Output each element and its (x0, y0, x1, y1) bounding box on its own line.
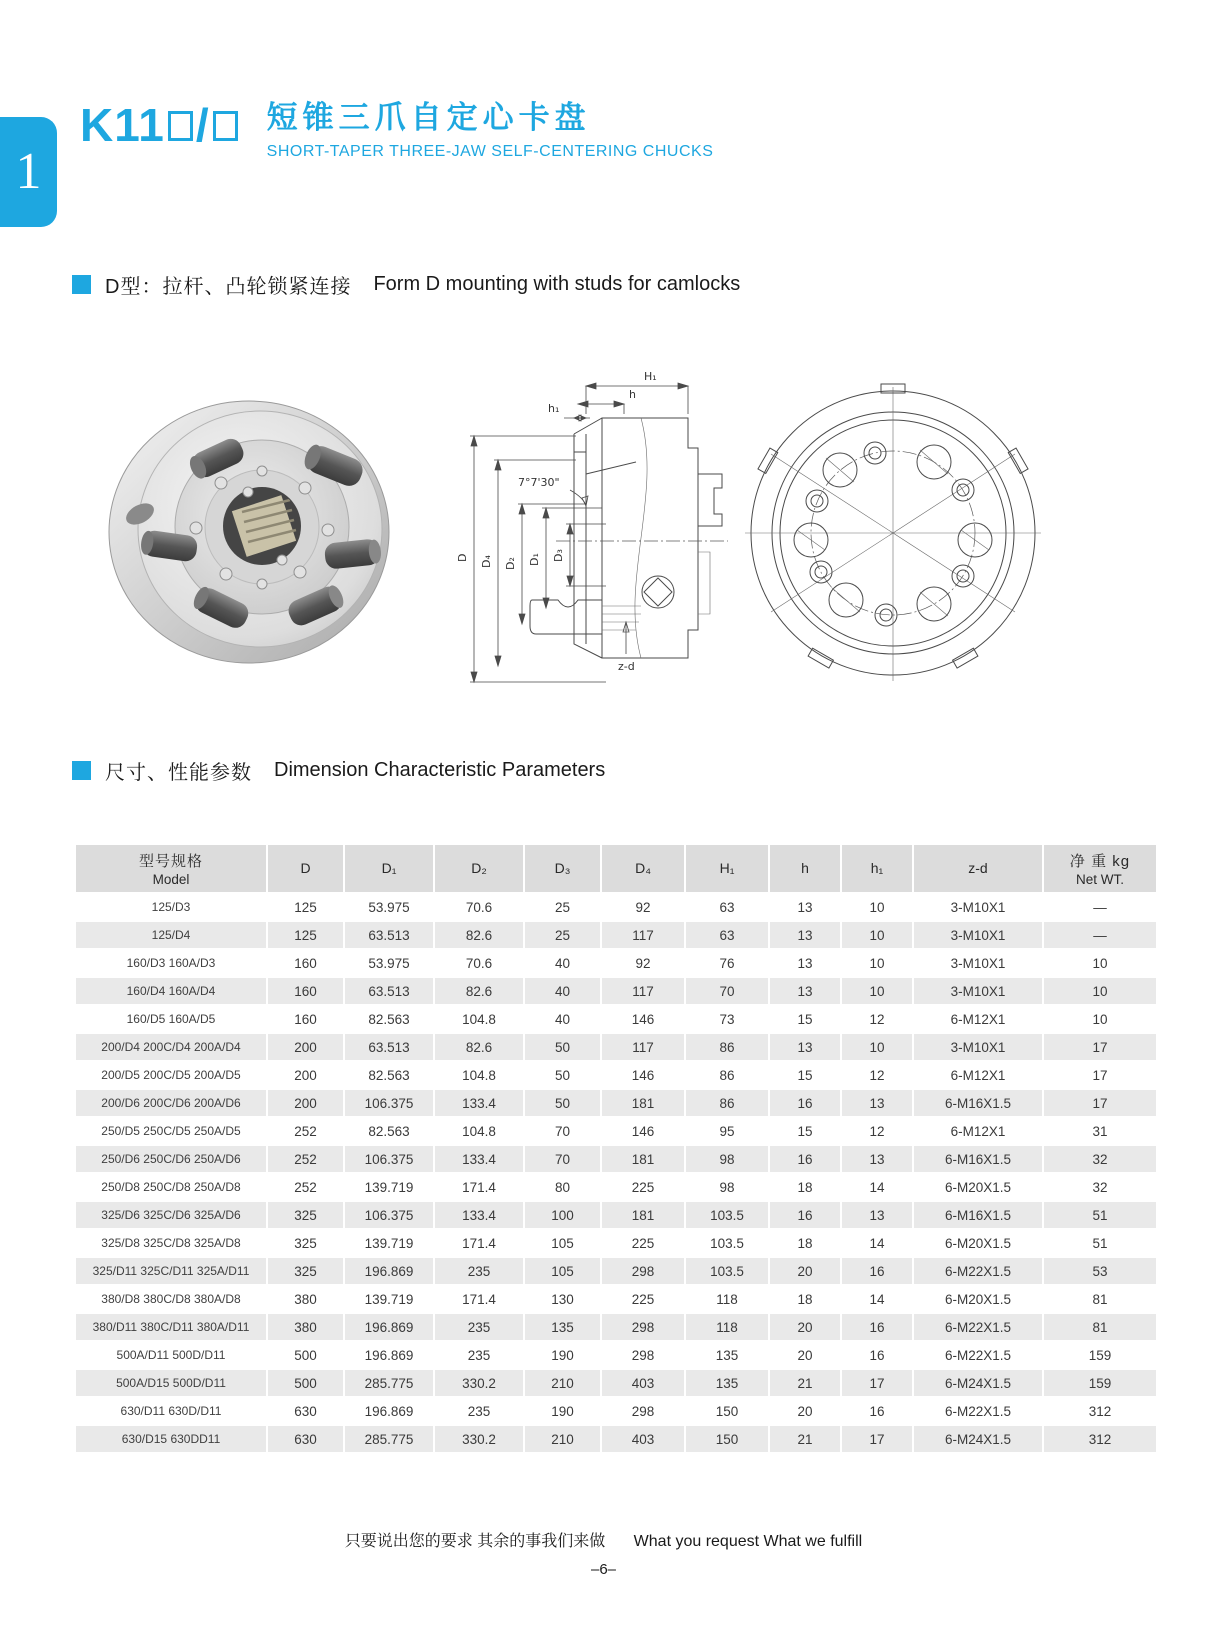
value-cell: 235 (435, 1258, 523, 1284)
table-row (76, 894, 1156, 920)
value-cell: 3-M10X1 (914, 922, 1042, 948)
value-cell: 21 (770, 1426, 840, 1452)
footer-slogan-en: What you request What we fulfill (633, 1533, 863, 1550)
value-cell: 100 (525, 1202, 600, 1228)
table-row (76, 1314, 1156, 1340)
value-cell: 150 (686, 1398, 768, 1424)
value-cell: 252 (268, 1146, 343, 1172)
table-row (76, 1426, 1156, 1452)
table-row (76, 1118, 1156, 1144)
value-cell: 117 (602, 922, 684, 948)
value-cell: 225 (602, 1174, 684, 1200)
value-cell: 181 (602, 1146, 684, 1172)
value-cell: 146 (602, 1062, 684, 1088)
value-cell: 133.4 (435, 1090, 523, 1116)
front-view-drawing (742, 380, 1044, 688)
value-cell: 17 (842, 1426, 912, 1452)
value-cell: 98 (686, 1174, 768, 1200)
chuck-photo (100, 396, 400, 674)
column-header: 型号规格 Model (76, 845, 266, 892)
column-header: D₄ (602, 845, 684, 892)
model-cell: 250/D6 250C/D6 250A/D6 (76, 1146, 266, 1172)
value-cell: 80 (525, 1174, 600, 1200)
dim-label-h1: h₁ (548, 402, 560, 415)
model-cell: 500A/D15 500D/D11 (76, 1370, 266, 1396)
value-cell: 380 (268, 1314, 343, 1340)
value-cell: 117 (602, 1034, 684, 1060)
column-header: D₃ (525, 845, 600, 892)
page-number: –6– (590, 1561, 617, 1578)
value-cell: 73 (686, 1006, 768, 1032)
value-cell: 16 (842, 1258, 912, 1284)
value-cell: 16 (842, 1398, 912, 1424)
value-cell: 25 (525, 922, 600, 948)
value-cell: 70 (686, 978, 768, 1004)
table-body (76, 894, 1156, 1452)
value-cell: 106.375 (345, 1202, 433, 1228)
value-cell: 10 (1044, 1006, 1156, 1032)
value-cell: 6-M16X1.5 (914, 1202, 1042, 1228)
value-cell: 325 (268, 1230, 343, 1256)
value-cell: 160 (268, 950, 343, 976)
value-cell: 17 (1044, 1062, 1156, 1088)
title-text (267, 90, 714, 161)
dim-label-D1: D₁ (528, 553, 541, 566)
value-cell: 312 (1044, 1426, 1156, 1452)
value-cell: 20 (770, 1258, 840, 1284)
model-cell: 200/D5 200C/D5 200A/D5 (76, 1062, 266, 1088)
value-cell: 160 (268, 1006, 343, 1032)
value-cell: 181 (602, 1090, 684, 1116)
value-cell: 159 (1044, 1370, 1156, 1396)
section-dims-en: Dimension Characteristic Parameters (274, 759, 606, 781)
value-cell: 63.513 (345, 978, 433, 1004)
chapter-tab (0, 117, 57, 227)
value-cell: 15 (770, 1006, 840, 1032)
value-cell: 10 (842, 922, 912, 948)
value-cell: 76 (686, 950, 768, 976)
value-cell: 50 (525, 1062, 600, 1088)
value-cell: 146 (602, 1118, 684, 1144)
value-cell: 63 (686, 922, 768, 948)
value-cell: 298 (602, 1314, 684, 1340)
value-cell: 70 (525, 1146, 600, 1172)
value-cell: 14 (842, 1230, 912, 1256)
value-cell: 13 (770, 978, 840, 1004)
value-cell: 500 (268, 1370, 343, 1396)
value-cell: 330.2 (435, 1370, 523, 1396)
value-cell: 139.719 (345, 1230, 433, 1256)
value-cell: 200 (268, 1062, 343, 1088)
model-prefix: K11 (80, 99, 165, 152)
value-cell: 105 (525, 1230, 600, 1256)
model-cell: 630/D15 630DD11 (76, 1426, 266, 1452)
model-cell: 250/D8 250C/D8 250A/D8 (76, 1174, 266, 1200)
value-cell: 103.5 (686, 1202, 768, 1228)
value-cell: 13 (842, 1146, 912, 1172)
model-cell: 500A/D11 500D/D11 (76, 1342, 266, 1368)
table-row (76, 1174, 1156, 1200)
value-cell: 6-M20X1.5 (914, 1286, 1042, 1312)
value-cell: 70 (525, 1118, 600, 1144)
value-cell: 106.375 (345, 1090, 433, 1116)
value-cell: 16 (770, 1146, 840, 1172)
table-row (76, 1286, 1156, 1312)
table-row (76, 950, 1156, 976)
value-cell: 40 (525, 950, 600, 976)
model-cell: 325/D6 325C/D6 325A/D6 (76, 1202, 266, 1228)
value-cell: 17 (1044, 1034, 1156, 1060)
value-cell: 252 (268, 1118, 343, 1144)
value-cell: 133.4 (435, 1146, 523, 1172)
table-row (76, 922, 1156, 948)
model-cell: 380/D8 380C/D8 380A/D8 (76, 1286, 266, 1312)
model-cell: 325/D8 325C/D8 325A/D8 (76, 1230, 266, 1256)
dim-label-h: h (629, 388, 636, 401)
value-cell: 403 (602, 1370, 684, 1396)
value-cell: 380 (268, 1286, 343, 1312)
model-cell: 630/D11 630D/D11 (76, 1398, 266, 1424)
value-cell: 150 (686, 1426, 768, 1452)
value-cell: 6-M22X1.5 (914, 1398, 1042, 1424)
value-cell: 70.6 (435, 950, 523, 976)
value-cell: 118 (686, 1314, 768, 1340)
value-cell: 20 (770, 1398, 840, 1424)
value-cell: 312 (1044, 1398, 1156, 1424)
value-cell: 103.5 (686, 1230, 768, 1256)
value-cell: 40 (525, 1006, 600, 1032)
chuck-photo-drawing (100, 396, 400, 674)
value-cell: 252 (268, 1174, 343, 1200)
table-row (76, 1202, 1156, 1228)
page-header (80, 90, 713, 161)
value-cell: 3-M10X1 (914, 978, 1042, 1004)
value-cell: 81 (1044, 1286, 1156, 1312)
model-separator: / (195, 99, 210, 152)
table-row (76, 1006, 1156, 1032)
value-cell: 325 (268, 1258, 343, 1284)
value-cell: 98 (686, 1146, 768, 1172)
value-cell: 16 (842, 1314, 912, 1340)
value-cell: 235 (435, 1398, 523, 1424)
model-cell: 200/D6 200C/D6 200A/D6 (76, 1090, 266, 1116)
value-cell: 285.775 (345, 1370, 433, 1396)
dim-label-angle: 7°7'30" (518, 476, 560, 489)
table-row (76, 1034, 1156, 1060)
value-cell: 196.869 (345, 1314, 433, 1340)
value-cell: 103.5 (686, 1258, 768, 1284)
value-cell: 135 (686, 1370, 768, 1396)
value-cell: 210 (525, 1370, 600, 1396)
value-cell: 125 (268, 894, 343, 920)
table-row (76, 1146, 1156, 1172)
table-row (76, 1090, 1156, 1116)
value-cell: 190 (525, 1342, 600, 1368)
value-cell: 403 (602, 1426, 684, 1452)
value-cell: 3-M10X1 (914, 1034, 1042, 1060)
value-cell: 159 (1044, 1342, 1156, 1368)
value-cell: 10 (1044, 978, 1156, 1004)
value-cell: 13 (842, 1202, 912, 1228)
value-cell: 139.719 (345, 1286, 433, 1312)
model-cell: 160/D5 160A/D5 (76, 1006, 266, 1032)
page-title-en: SHORT-TAPER THREE-JAW SELF-CENTERING CHUCKS (266, 143, 714, 160)
value-cell: 196.869 (345, 1342, 433, 1368)
value-cell: 225 (602, 1286, 684, 1312)
value-cell: 117 (602, 978, 684, 1004)
value-cell: 104.8 (435, 1062, 523, 1088)
table-row (76, 1230, 1156, 1256)
column-header: D₁ (345, 845, 433, 892)
cross-section-drawing (436, 356, 730, 690)
value-cell: 196.869 (345, 1398, 433, 1424)
model-cell: 380/D11 380C/D11 380A/D11 (76, 1314, 266, 1340)
value-cell: 135 (525, 1314, 600, 1340)
value-cell: 17 (842, 1370, 912, 1396)
value-cell: 82.563 (345, 1118, 433, 1144)
value-cell: 20 (770, 1342, 840, 1368)
value-cell: 130 (525, 1286, 600, 1312)
column-header: h₁ (842, 845, 912, 892)
value-cell: 13 (842, 1090, 912, 1116)
column-header: H₁ (686, 845, 768, 892)
value-cell: 16 (770, 1202, 840, 1228)
column-header: 净 重 kg Net WT. (1044, 845, 1156, 892)
value-cell: 14 (842, 1174, 912, 1200)
value-cell: 14 (842, 1286, 912, 1312)
value-cell: 12 (842, 1006, 912, 1032)
value-cell: 139.719 (345, 1174, 433, 1200)
value-cell: 190 (525, 1398, 600, 1424)
dim-label-H1: H₁ (644, 370, 657, 383)
value-cell: 10 (842, 894, 912, 920)
dim-label-zd: z-d (618, 660, 635, 673)
value-cell: 146 (602, 1006, 684, 1032)
table-row (76, 1258, 1156, 1284)
section-form-zh: D型：拉杆、凸轮锁紧连接 (105, 276, 352, 298)
value-cell: 51 (1044, 1230, 1156, 1256)
value-cell: 6-M12X1 (914, 1006, 1042, 1032)
value-cell: 70.6 (435, 894, 523, 920)
value-cell: 125 (268, 922, 343, 948)
value-cell: 12 (842, 1062, 912, 1088)
value-cell: 15 (770, 1118, 840, 1144)
value-cell: 63 (686, 894, 768, 920)
section-form-en: Form D mounting with studs for camlocks (373, 273, 741, 295)
model-cell: 125/D3 (76, 894, 266, 920)
section-heading-dimensions (72, 756, 605, 785)
value-cell: 82.6 (435, 922, 523, 948)
value-cell: 171.4 (435, 1174, 523, 1200)
section-heading-form-d (72, 270, 740, 299)
value-cell: — (1044, 894, 1156, 920)
value-cell: 10 (1044, 950, 1156, 976)
value-cell: 40 (525, 978, 600, 1004)
value-cell: 92 (602, 894, 684, 920)
value-cell: 171.4 (435, 1230, 523, 1256)
value-cell: 95 (686, 1118, 768, 1144)
value-cell: 630 (268, 1398, 343, 1424)
value-cell: 53.975 (345, 950, 433, 976)
value-cell: 6-M22X1.5 (914, 1258, 1042, 1284)
value-cell: 135 (686, 1342, 768, 1368)
value-cell: 18 (770, 1286, 840, 1312)
model-cell: 200/D4 200C/D4 200A/D4 (76, 1034, 266, 1060)
table-row (76, 978, 1156, 1004)
value-cell: 50 (525, 1090, 600, 1116)
value-cell: 13 (770, 894, 840, 920)
value-cell: 298 (602, 1342, 684, 1368)
value-cell: 285.775 (345, 1426, 433, 1452)
dim-label-D2: D₂ (504, 557, 517, 570)
table-head (76, 845, 1156, 892)
value-cell: 86 (686, 1034, 768, 1060)
column-header: z-d (914, 845, 1042, 892)
value-cell: 15 (770, 1062, 840, 1088)
column-header: D (268, 845, 343, 892)
table-row (76, 1370, 1156, 1396)
value-cell: 225 (602, 1230, 684, 1256)
value-cell: 6-M16X1.5 (914, 1090, 1042, 1116)
value-cell: 13 (770, 1034, 840, 1060)
value-cell: 51 (1044, 1202, 1156, 1228)
value-cell: 196.869 (345, 1258, 433, 1284)
value-cell: 6-M16X1.5 (914, 1146, 1042, 1172)
dim-label-D3: D₃ (552, 549, 565, 562)
model-cell: 125/D4 (76, 922, 266, 948)
value-cell: — (1044, 922, 1156, 948)
column-header: h (770, 845, 840, 892)
value-cell: 53 (1044, 1258, 1156, 1284)
dimension-table-wrap (74, 843, 1158, 1454)
dim-label-D: D (456, 553, 469, 562)
value-cell: 6-M22X1.5 (914, 1314, 1042, 1340)
value-cell: 200 (268, 1034, 343, 1060)
value-cell: 171.4 (435, 1286, 523, 1312)
dim-label-D4: D₄ (480, 555, 493, 568)
value-cell: 3-M10X1 (914, 950, 1042, 976)
value-cell: 298 (602, 1398, 684, 1424)
value-cell: 133.4 (435, 1202, 523, 1228)
value-cell: 13 (770, 922, 840, 948)
value-cell: 86 (686, 1090, 768, 1116)
model-code (80, 90, 241, 161)
model-cell: 250/D5 250C/D5 250A/D5 (76, 1118, 266, 1144)
value-cell: 12 (842, 1118, 912, 1144)
value-cell: 235 (435, 1342, 523, 1368)
footer-slogan (0, 1528, 1207, 1551)
value-cell: 10 (842, 978, 912, 1004)
value-cell: 6-M20X1.5 (914, 1230, 1042, 1256)
value-cell: 160 (268, 978, 343, 1004)
value-cell: 82.6 (435, 978, 523, 1004)
footer-slogan-zh: 只要说出您的要求 其余的事我们来做 (344, 1533, 606, 1550)
value-cell: 298 (602, 1258, 684, 1284)
table-row (76, 1342, 1156, 1368)
value-cell: 50 (525, 1034, 600, 1060)
value-cell: 6-M12X1 (914, 1062, 1042, 1088)
model-cell: 325/D11 325C/D11 325A/D11 (76, 1258, 266, 1284)
value-cell: 3-M10X1 (914, 894, 1042, 920)
value-cell: 6-M20X1.5 (914, 1174, 1042, 1200)
value-cell: 6-M12X1 (914, 1118, 1042, 1144)
value-cell: 181 (602, 1202, 684, 1228)
table-row (76, 1062, 1156, 1088)
section-bullet-icon (72, 275, 91, 294)
column-header: D₂ (435, 845, 523, 892)
value-cell: 6-M24X1.5 (914, 1426, 1042, 1452)
value-cell: 17 (1044, 1090, 1156, 1116)
value-cell: 82.6 (435, 1034, 523, 1060)
value-cell: 18 (770, 1230, 840, 1256)
value-cell: 330.2 (435, 1426, 523, 1452)
value-cell: 16 (842, 1342, 912, 1368)
value-cell: 104.8 (435, 1006, 523, 1032)
value-cell: 10 (842, 1034, 912, 1060)
chapter-number: 1 (15, 143, 42, 200)
value-cell: 104.8 (435, 1118, 523, 1144)
model-cell: 160/D3 160A/D3 (76, 950, 266, 976)
model-cell: 160/D4 160A/D4 (76, 978, 266, 1004)
table-row (76, 1398, 1156, 1424)
value-cell: 21 (770, 1370, 840, 1396)
value-cell: 25 (525, 894, 600, 920)
value-cell: 13 (770, 950, 840, 976)
value-cell: 118 (686, 1286, 768, 1312)
value-cell: 630 (268, 1426, 343, 1452)
value-cell: 10 (842, 950, 912, 976)
value-cell: 82.563 (345, 1062, 433, 1088)
section-bullet-icon (72, 761, 91, 780)
value-cell: 31 (1044, 1118, 1156, 1144)
value-cell: 86 (686, 1062, 768, 1088)
value-cell: 92 (602, 950, 684, 976)
dimension-table (74, 843, 1158, 1454)
page-title-zh: 短锥三爪自定心卡盘 (266, 100, 591, 135)
value-cell: 500 (268, 1342, 343, 1368)
value-cell: 235 (435, 1314, 523, 1340)
value-cell: 6-M24X1.5 (914, 1370, 1042, 1396)
value-cell: 63.513 (345, 922, 433, 948)
value-cell: 20 (770, 1314, 840, 1340)
value-cell: 32 (1044, 1146, 1156, 1172)
value-cell: 6-M22X1.5 (914, 1342, 1042, 1368)
value-cell: 105 (525, 1258, 600, 1284)
value-cell: 81 (1044, 1314, 1156, 1340)
model-placeholder-box-icon (213, 111, 238, 141)
value-cell: 18 (770, 1174, 840, 1200)
section-dims-zh: 尺寸、性能参数 (105, 762, 252, 784)
value-cell: 106.375 (345, 1146, 433, 1172)
value-cell: 82.563 (345, 1006, 433, 1032)
value-cell: 200 (268, 1090, 343, 1116)
value-cell: 63.513 (345, 1034, 433, 1060)
value-cell: 325 (268, 1202, 343, 1228)
value-cell: 32 (1044, 1174, 1156, 1200)
value-cell: 53.975 (345, 894, 433, 920)
value-cell: 210 (525, 1426, 600, 1452)
value-cell: 16 (770, 1090, 840, 1116)
model-placeholder-box-icon (168, 111, 193, 141)
